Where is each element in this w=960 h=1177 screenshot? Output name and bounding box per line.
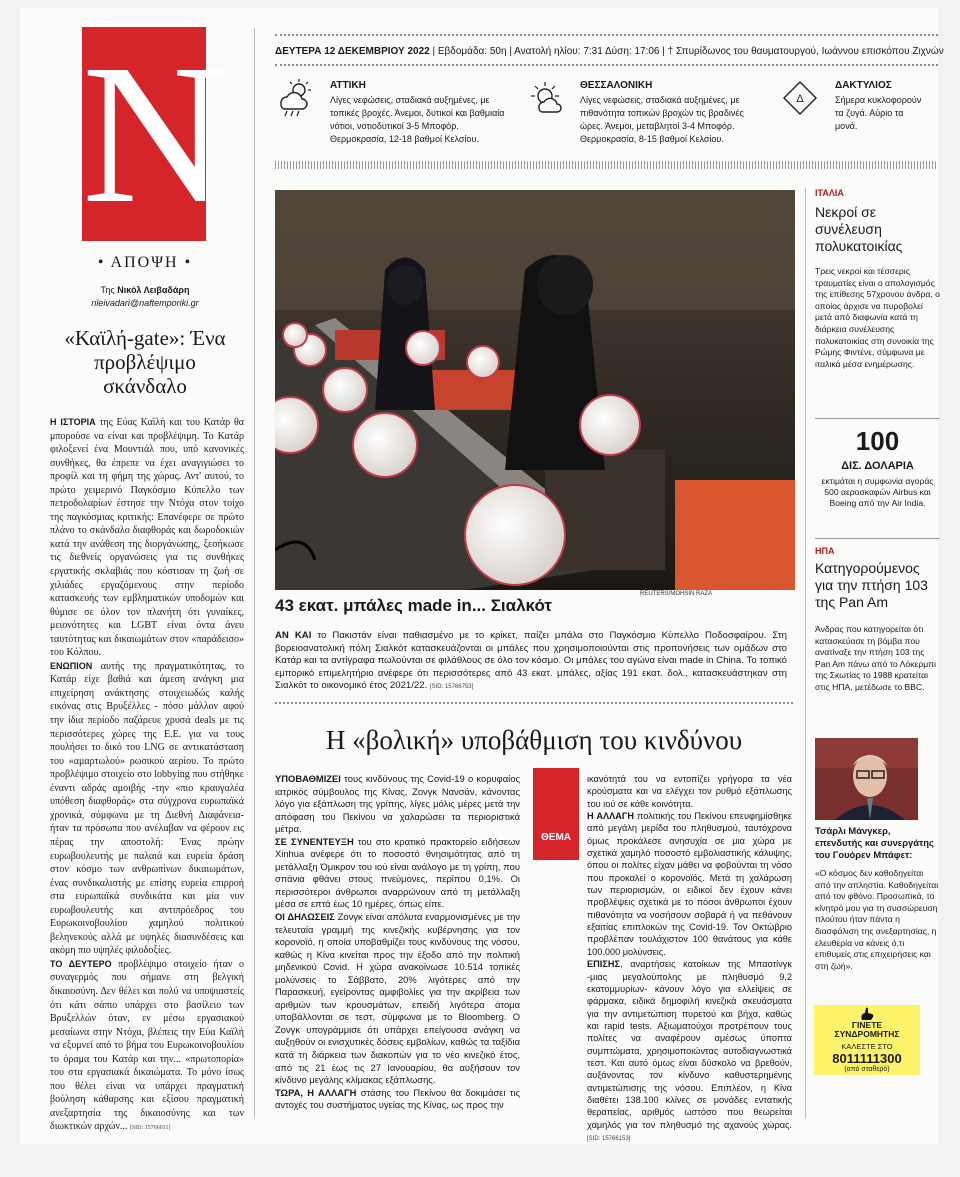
main-headline: Η «βολική» υποβάθμιση του κινδύνου <box>325 725 743 755</box>
paragraph: στάσης του Πεκίνου θα δοκιμάσει τις αντοχές του συστήματος υγείας της Κίνας, ως προς την <box>275 1086 520 1111</box>
weather-text: Λίγες νεφώσεις, σταδιακά αυξημένες, με πιθανότητα τοπικών βροχών τις βραδινές ώρες. Άνεμοι, μεταβλητοί 3-4 Μποφόρ. Θερμοκρασία, 8-15 βαθμοί Κελσίου. <box>580 95 744 144</box>
lead: ΣΕ ΣΥΝΕΝΤΕΥΞΗ <box>275 835 354 847</box>
story-text: το Πακιστάν είναι παθιασμένο με το κρίκετ, παίζει μπάλα στο Παγκόσμιο Κύπελλο Ποδοσφαίρου. Στη βορειοανατολική πόλη Σιαλκότ κατασκευάζονται οι μπάλες που χρησιμοποιούνται στις προπονήσεις των ομάδων στο Κατάρ και τα αντίγραφα πωλούνται σε φιλάθλους σε όλο τον κόσμο. Οι μπάλες του αγώνα είναι made in China. Το τοπικό εμπορικό επιμελητήριο ανέφερε ότι περισσότερες από 43 εκατ. μπάλες, αξίας 191 εκατ. δολ., κατασκευάστηκαν στη Σιαλκότ το οικονομικό έτος 2021/22. <box>275 630 787 692</box>
lead: ΤΩΡΑ, Η ΑΛΛΑΓΗ <box>275 1086 357 1098</box>
ad-note: (από σταθερό) <box>844 1066 890 1073</box>
traffic-ring-icon <box>780 78 820 118</box>
hatched-rule <box>275 161 938 169</box>
weather-title: ΔΑΚΤΥΛΙΟΣ <box>835 80 892 91</box>
weather-text: Σήμερα κυκλοφορούν τα ζυγά. Αύριο τα μονά. <box>835 95 922 131</box>
lead: ΥΠΟΒΑΘΜΙΖΕΙ <box>275 773 341 784</box>
svg-text:Δ: Δ <box>796 93 804 105</box>
byline-prefix: Της <box>100 285 115 295</box>
opinion-paragraph-2: αυτής της πραγματικότητας, το Κατάρ είχε βαθιά και άμεση ανάγκη μια επιχείρηση ανάκτησης στοιχειωδώς καλής εικόνας στις Βρυξέλλες - πόσο μάλλον αφού την ίδια περίοδο παζάρευε χρυσά deals με τις περισσότερες χώρες της Ε.Ε. για να τους πουλήσει το δικό του LNG σε αντικατάσταση του «αμαρτωλού» ρωσικού αερίου. Το πρώτο προβλέψιμο στοιχείο στο lobbying που στήθηκε έναντι αδράς αμοιβής -την «πιο κραυγαλέα υπόθεση διαφθοράς» στα σύγχρονα ευρωπαϊκά χρονικά, σύμφωνα με τη Διεθνή Διαφάνεια- ήταν τα πρόσωπα που ανέλαβαν να φέρουν εις πέρας την αποστολή: Ένας πρώην ευρωβουλευτής με παλαιά και ευρεία δράση στον κόσμο των ανθρωπίνων δικαιωμάτων, ένας συνδικαλιστής με επίσης ευρεία επιρροή στα ευρωπαϊκά συνδικάτα και μία νυν ευρωβουλευτής και αντιπρόεδρος του Ευρωκοινοβουλίου χαμηλού πολιτικού βεληνεκούς αλλά με υψηλές διασυνδέσεις και ακόμη πιο υψηλές φιλοδοξίες. <box>50 660 244 957</box>
weather-ring <box>780 78 940 158</box>
ad-line-2: ΣΥΝΔΡΟΜΗΤΗΣ <box>834 1029 900 1039</box>
paragraph: του στο κρατικό πρακτορείο ειδήσεων Xinhua ανέφερε ότι το ποσοστό θνησιμότητας από τη μετάλλαξη Όμικρον του ιού είναι ανάλογο με τη γρίπη, που σπάνια φθάνει στους πνεύμονες, περίπου 0,1%. Οι περισσότεροι άνθρωποι αναρρώνουν από τη μετάλλαξη μέσα σε επτά έως 10 ημέρες, όπως είπε. <box>275 835 520 910</box>
story-sid: [SID: 15766753] <box>429 684 474 691</box>
logo-letter: N <box>82 24 227 245</box>
photo-story-headline: 43 εκατ. μπάλες made in... Σιαλκότ <box>275 596 552 615</box>
subscribe-ad[interactable] <box>814 1005 920 1075</box>
weather-attica <box>275 78 505 158</box>
sun-cloud-icon <box>525 78 565 118</box>
opinion-body <box>50 416 244 1136</box>
paragraph: , αναρτήσεις κατοίκων της Μπαοτίνγκ -μιας μεγαλούπολης με πληθυσμό 9,2 εκατομμυρίων- κάνουν λόγο για ελλείψεις σε φάρμακα, ειδικά δημοφιλή κινεζικά σκευάσματα για την αντιμετώπιση πυρετού και βήχα, καθώς και rapid tests. Αξιωματούχοι προτρέπουν τους πολίτες να αναφέρουν αμέσως ύποπτα συμπτώματα, χρησιμοποιώντας αυτοδιαγνωστικά τεστ. Και αυτό όμως είναι δύσκολο να βρεθούν, αυξάνοντας τον κίνδυνο καθυστερημένης αντιμετώπισης της νόσου. Επιπλέον, η Κίνα διαθέτει 138.100 κλίνες σε μονάδες εντατικής θεραπείας, αριθμός ωστόσο που θεωρείται χαμηλός για τον πληθυσμό της αχανούς χώρας. <box>587 959 792 1130</box>
lead: ΟΙ ΔΗΛΩΣΕΙΣ <box>275 911 335 923</box>
story-lead: ΑΝ ΚΑΙ <box>275 630 312 641</box>
article-column-2 <box>587 773 792 1145</box>
usa-kicker: ΗΠΑ <box>815 546 835 556</box>
dateline <box>275 46 944 57</box>
weather-thessaloniki <box>525 78 755 158</box>
dateline-date: ΔΕΥΤΕΡΑ 12 ΔΕΚΕΜΒΡΙΟΥ 2022 <box>275 46 430 57</box>
column-rule <box>254 28 255 1118</box>
paragraph: πολιτικής του Πεκίνου επευφημίσθηκε από μεγάλη μερίδα του πληθυσμού, ταυτόχρονα όμως προκάλεσε ανησυχία σε μια χώρα με σχετικά χαμηλό ποσοστό εμβολιαστικής κάλυψης, όπου οι πολίτες είχαν μάθει να φοβούνται τη νόσο που προκαλεί ο κορονοϊός. Μετά τη χαλάρωση των περιορισμών, οι ειδικοί δεν έχουν κάνει προβλέψεις σχετικά με το πόσοι άνθρωποι έχουν πιθανότητα να νοσήσουν σοβαρά ή να πεθάνουν εξαιτίας επιπλοκών της Covid-19. Τον Οκτώβριο προβλέπαν τουλάχιστον 100 θανάτους για κάθε 100.000 μολύνσεις. <box>587 811 792 957</box>
italy-headline: Νεκροί σε συνέλευση πολυκατοικίας <box>815 204 903 254</box>
weather-title: ΑΤΤΙΚΗ <box>330 80 366 91</box>
italy-text: Τρεις νεκροί και τέσσερις τραυματίες είναι ο απολογισμός της επίθεσης 57χρονου άνδρα, ο οποίος άρχισε να πυροβολεί μετά από διαφωνία κατά τη διάρκεια συνέλευσης πολυκατοικίας στη συνοικία της Ρώμης Φιντένε, σύμφωνα με ιταλικά μέσα ενημέρωσης. <box>815 266 940 369</box>
weather-title: ΘΕΣΣΑΛΟΝΙΚΗ <box>580 80 653 91</box>
opinion-lead-2: ΕΝΩΠΙΟΝ <box>50 660 93 671</box>
section-label: • ΑΠΟΨΗ • <box>97 254 193 271</box>
column-rule <box>805 188 806 1118</box>
divider <box>815 538 940 539</box>
article-sid: [SID: 15766153] <box>587 1135 631 1142</box>
byline-email: nleivadari@naftemporiki.gr <box>91 298 199 308</box>
dotted-rule <box>275 702 793 704</box>
factory-photo <box>275 190 795 590</box>
lead: Η ΑΛΛΑΓΗ <box>587 811 635 822</box>
dotted-rule <box>275 34 938 36</box>
hand-pointer-icon <box>859 1007 875 1021</box>
byline <box>50 284 240 310</box>
italy-kicker: ΙΤΑΛΙΑ <box>815 188 844 198</box>
ad-call-label: ΚΑΛΕΣΤΕ ΣΤΟ <box>841 1042 893 1051</box>
sun-rain-cloud-icon <box>275 78 315 118</box>
photo-story-body <box>275 630 787 694</box>
article-column-1 <box>275 773 520 1112</box>
opinion-sid: [SID: 15766011] <box>129 1125 171 1132</box>
dateline-info: | Εβδομάδα: 50η | Ανατολή ηλίου: 7:31 Δύση: 17:06 | † Σπυρίδωνος του θαυματουργού, Ιωάννου επισκόπου Ζιχνών <box>429 46 944 57</box>
quote-text: «Ο κόσμος δεν καθοδηγείται από την απληστία. Καθοδηγείται από τον φθόνο. Προσωπικά, το κίνητρό μου για τη συσσώρευση πλούτου ήταν πάντα η διασφάλιση της ανεξαρτησίας, η ελευθερία να κάνεις ό,τι επιθυμείς στις επιχειρήσεις και στη ζωή». <box>815 868 939 971</box>
masthead-logo <box>82 24 227 245</box>
paragraph: τους κινδύνους της Covid-19 ο κορυφαίος ιατρικός σύμβουλος της Κίνας, Ζονγκ Νανσάν, κάνοντας λόγο για εξάπλωση της γρίπης, λίγες μόλις μέρες μετά την απόφαση του Πεκίνου να χαλαρώσει τα περιοριστικά μέτρα. <box>275 773 520 835</box>
opinion-lead-3: ΤΟ ΔΕΥΤΕΡΟ <box>50 958 112 969</box>
divider <box>815 418 940 419</box>
weather-text: Λίγες νεφώσεις, σταδιακά αυξημένες, με τοπικές βροχές. Άνεμοι, δυτικοί και βαθμιαία νότιοι, νοτιοδυτικοί 3-5 Μποφόρ. Θερμοκρασία, 12-18 βαθμοί Κελσίου. <box>330 95 505 144</box>
ad-line-1: ΓΙΝΕΤΕ <box>851 1020 883 1030</box>
portrait-caption: Τσάρλι Μάνγκερ, επενδυτής και συνεργάτης του Γουόρεν Μπάφετ: <box>815 825 934 860</box>
usa-headline: Κατηγορούμενος για την πτήση 103 της Pan Am <box>815 560 928 610</box>
opinion-lead-1: Η ΙΣΤΟΡΙΑ <box>50 417 96 427</box>
newspaper-page <box>20 8 944 1144</box>
figure-caption: εκτιμάται η συμφωνία αγοράς 500 αεροσκαφών Airbus και Boeing από την Air India. <box>821 476 934 508</box>
opinion-paragraph-3: προβλέψιμο στοιχείο ήταν ο συναγερμός που σήμανε στη βελγική δικαιοσύνη. Δεν θέλει και πολύ να υποψιαστείς ότι κάτι σάπιο υπάρχει στο βασίλειο των Βρυξελλών όταν, εν μέσω εργασιακού μεσαίωνα στην Ντόχα, βλέπεις την Εύα Καϊλή να εξυμνεί από το βήμα του Ευρωκοινοβουλίου το όραμα του Κατάρ και την... «πρωτοπορία» του στα εργασιακά δικαιώματα. Το μόνο ίσως που θέλει είναι να υπάρχει πραγματική βούληση κάθαρσης και εξίσου πραγματική ανεξαρτησία της δικαιοσύνης και των διωκτικών αρχών... <box>50 958 244 1133</box>
paragraph: Ζονγκ είναι απόλυτα εναρμονισμένες με την τελευταία γραμμή της κινεζικής κυβέρνησης για τον κορονοϊό, η οποία υποβαθμίζει τους κινδύνους της νόσου, καθώς η Κίνα κινείται προς την έξοδο από την πολιτική μηδενικού Covid. Η χώρα ανακοίνωσε 10.514 τοπικές μολύνσεις το Σάββατο, 20% λιγότερες από την Παρασκευή, εγείροντας αμφιβολίες για την ακρίβεια των αριθμών των κρουσμάτων, επειδή λιγότερα άτομα υποβάλλονται σε τεστ, σύμφωνα με το Bloomberg. Ο Ζονγκ υπογράμμισε ότι υπάρχει επείγουσα ανάγκη να αυξηθούν οι ενισχυτικές δόσεις εμβολίων, καθώς τα ταξίδια κατά τη διάρκεια των διακοπών για το νέο κινεζικό έτος, από τις 21 έως τις 27 Ιανουαρίου, θα αυξήσουν τον κίνδυνο μεγάλης κλίμακας εξάπλωσης. <box>275 911 521 1086</box>
theme-badge: ΘΕΜΑ <box>533 768 579 860</box>
paragraph: ικανότητά του να εντοπίζει γρήγορα τα νέα κρούσματα και να ελέγχει τον ρυθμό εξάπλωσης του ιού σε κάθε κοινότητα. <box>587 774 792 809</box>
lead: ΕΠΙΣΗΣ <box>587 959 620 970</box>
figure-number: 100 <box>855 426 900 456</box>
dotted-rule <box>275 64 938 66</box>
portrait-illustration <box>815 738 918 820</box>
ad-phone-number[interactable]: 8011111300 <box>832 1051 902 1066</box>
portrait-photo <box>815 738 918 820</box>
photo-credit: REUTERS/MOHSIN RAZA <box>640 591 713 597</box>
opinion-paragraph-1: της Εύας Καϊλή και του Κατάρ θα μπορούσε να είναι και προβλέψιμη. Το Κατάρ φιλοξενεί ένα Μουντιάλ που, υπό κανονικές συνθήκες, θα έπρεπε να έχει αναγιγιώσει το προφίλ και τη φήμη της χώρας. Αντ' αυτού, το πρώτο χειμερινό Παγκόσμιο Κύπελλο των πετροδολαρίων έστησε την Ντόχα στον τοίχο της παγκόσμιας κριτικής: Επανέφερε σε πρώτο πλάνο το σκάνδαλο διαφθοράς και δωροδοκιών κατά την ανάθεση της διοργάνωσης, ξεσήκωσε τις διεθνείς οργανώσεις για τις συνθήκες εργατικής σκλαβιάς που κόστισαν τη ζωή σε χιλιάδες εργαζόμενους στην περίοδο κατασκευής των εμβληματικών υποδομών και θύμισε σε όλον τον πλανήτη ότι γυναίκες, μειονότητες και LGBT είναι όντα άνευ ταυτότητας και δικαιωμάτων στον «παράδεισο» του Κόλπου. <box>50 417 244 659</box>
opinion-title: «Καϊλή-gate»: Ένα προβλέψιμο σκάνδαλο <box>64 326 226 398</box>
byline-author: Νικόλ Λειβαδάρη <box>117 285 190 295</box>
photo-illustration <box>275 190 795 590</box>
figure-unit: ΔΙΣ. ΔΟΛΑΡΙΑ <box>841 460 914 472</box>
usa-text: Άνδρας που κατηγορείται ότι κατασκεύασε τη βόμβα που ανατίναξε την πτήση 103 της Pan Am πάνω από το Λόκερμπι της Σκωτίας το 1988 κρατείται στις ΗΠΑ, μετέδωσε το BBC. <box>815 624 937 692</box>
